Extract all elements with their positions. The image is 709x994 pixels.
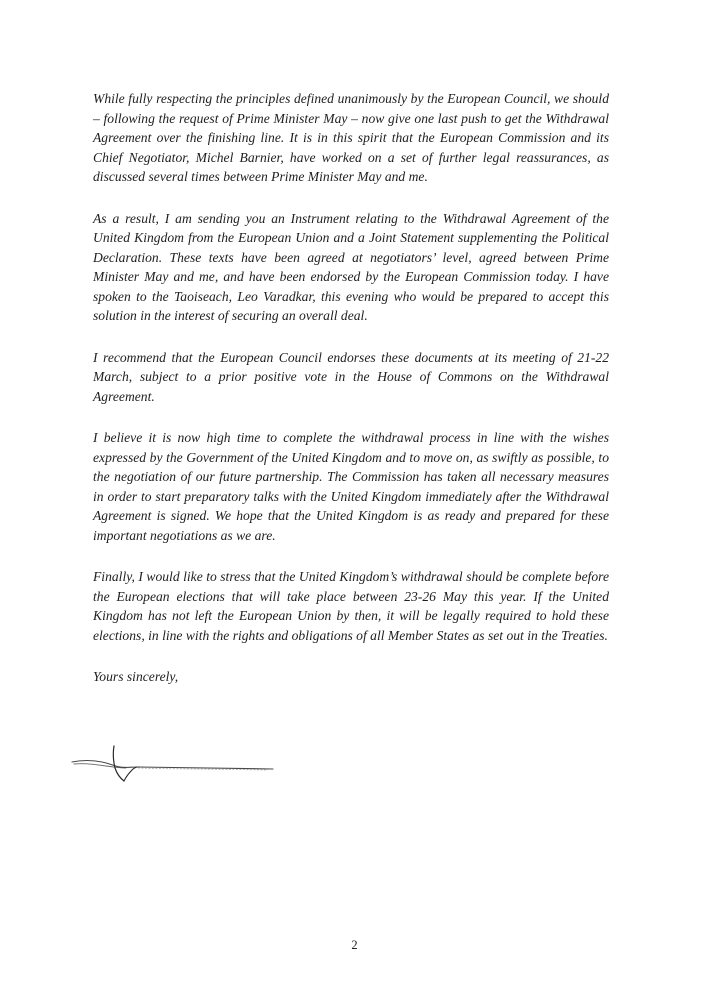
paragraph-european-elections: Finally, I would like to stress that the United Kingdom’s withdrawal should be complete before the European elections that will take place between 23-26 May this year. If the United Kingdom has not left the European Union by then, it will be legally required to hold these elections, in line with the rights and obligations of all Member States as set out in the Treaties.	[93, 569, 609, 643]
page-number: 2	[351, 938, 358, 952]
paragraph-withdrawal-process: I believe it is now high time to complete the withdrawal process in line with the wishes expressed by the Government of the United Kingdom and to move on, as swiftly as possible, to the negotiation of our future partnership. The Commission has taken all necessary measures in order to start preparatory talks with the United Kingdom immediately after the Withdrawal Agreement is signed. We hope that the United Kingdom is as ready and prepared for these important negotiations as we are.	[93, 430, 609, 543]
paragraph-recommendation: I recommend that the European Council endorses these documents at its meeting of 21-22 March, subject to a prior positive vote in the House of Commons on the Withdrawal Agreement.	[93, 349, 609, 404]
closing-salutation: Yours sincerely,	[93, 669, 179, 684]
signature	[68, 743, 283, 795]
paragraph-respecting-principles: While fully respecting the principles defined unanimously by the European Council, we should – following the request of Prime Minister May – now give one last push to get the Withdrawal Agreement over the finishing line. It is in this spirit that the European Commission and its Chief Negotiator, Michel Barnier, have worked on a set of further legal reassurances, as discussed several times between Prime Minister May and me.	[93, 91, 609, 184]
paragraph-instrument: As a result, I am sending you an Instrument relating to the Withdrawal Agreement of the United Kingdom from the European Union and a Joint Statement supplementing the Political Declaration. These texts have been agreed at negotiators’ level, agreed between Prime Minister May and me, and have been endorsed by the European Commission today. I have spoken to the Taoiseach, Leo Varadkar, this evening who would be prepared to accept this solution in the interest of securing an overall deal.	[93, 210, 609, 323]
letter-body	[93, 89, 609, 687]
